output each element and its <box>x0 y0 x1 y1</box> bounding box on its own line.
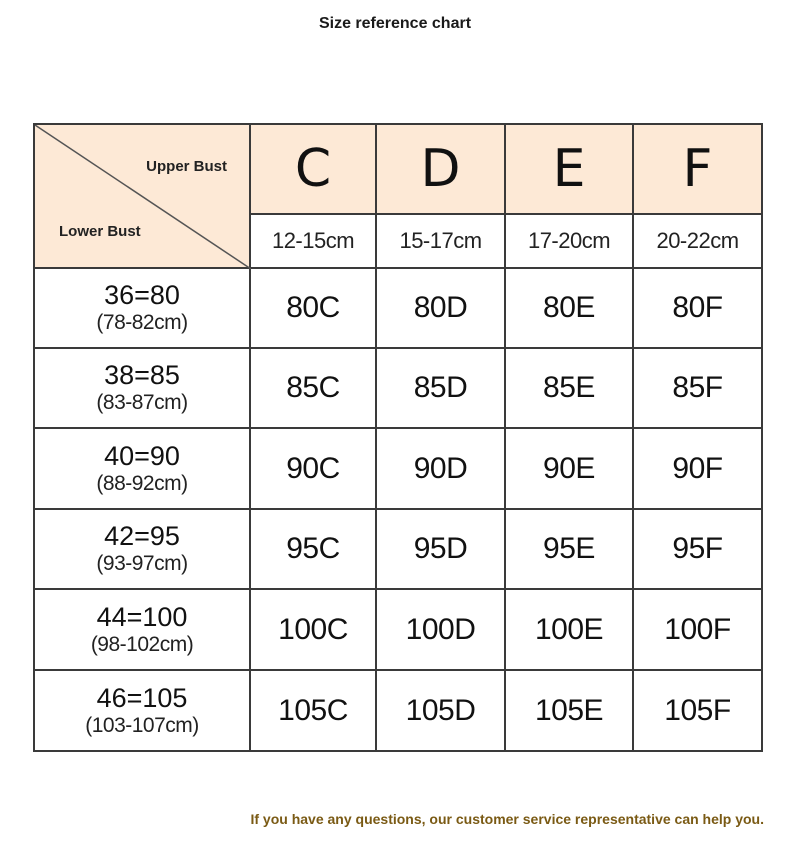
cup-header-d: D <box>376 124 505 214</box>
footer-note: If you have any questions, our customer service representative can help you. <box>250 811 764 827</box>
diagonal-divider <box>35 125 251 269</box>
cup-letter-row <box>34 124 762 214</box>
size-table <box>33 123 763 752</box>
band-cell <box>34 428 250 509</box>
band-size: 46=105 <box>96 682 188 713</box>
cup-range-e: 17-20cm <box>505 214 633 268</box>
band-range: (103-107cm) <box>85 713 199 737</box>
cup-header-c: C <box>250 124 376 214</box>
size-cell: 95E <box>505 509 633 589</box>
size-cell: 105F <box>633 670 762 751</box>
size-cell: 90E <box>505 428 633 509</box>
band-cell <box>34 268 250 348</box>
band-range: (88-92cm) <box>96 471 188 495</box>
band-size: 42=95 <box>104 521 180 551</box>
band-size: 44=100 <box>96 601 188 632</box>
size-cell: 90C <box>250 428 376 509</box>
band-cell <box>34 589 250 670</box>
cup-range-c: 12-15cm <box>250 214 376 268</box>
band-cell <box>34 509 250 589</box>
table-row <box>34 268 762 348</box>
size-cell: 105D <box>376 670 505 751</box>
band-range: (78-82cm) <box>96 311 188 334</box>
size-cell: 80C <box>250 268 376 348</box>
band-range: (93-97cm) <box>96 552 188 575</box>
band-size: 38=85 <box>104 360 180 390</box>
cup-range-d: 15-17cm <box>376 214 505 268</box>
band-range: (83-87cm) <box>96 391 188 414</box>
lower-bust-label: Lower Bust <box>59 223 141 240</box>
table-row <box>34 589 762 670</box>
size-cell: 100F <box>633 589 762 670</box>
band-range: (98-102cm) <box>90 632 194 656</box>
size-cell: 90D <box>376 428 505 509</box>
size-cell: 80F <box>633 268 762 348</box>
cup-header-e: E <box>505 124 633 214</box>
band-cell <box>34 348 250 428</box>
size-cell: 100D <box>376 589 505 670</box>
table-row <box>34 348 762 428</box>
band-size: 36=80 <box>104 280 180 310</box>
table-row <box>34 509 762 589</box>
size-cell: 105C <box>250 670 376 751</box>
size-cell: 100E <box>505 589 633 670</box>
size-cell: 95D <box>376 509 505 589</box>
table-row <box>34 670 762 751</box>
size-cell: 85F <box>633 348 762 428</box>
chart-title: Size reference chart <box>318 15 472 32</box>
size-cell: 95F <box>633 509 762 589</box>
size-cell: 90F <box>633 428 762 509</box>
cup-range-f: 20-22cm <box>633 214 762 268</box>
size-cell: 105E <box>505 670 633 751</box>
corner-header-cell <box>34 124 250 268</box>
cup-header-f: F <box>633 124 762 214</box>
size-cell: 85E <box>505 348 633 428</box>
table-row <box>34 428 762 509</box>
size-cell: 85C <box>250 348 376 428</box>
band-cell <box>34 670 250 751</box>
band-size: 40=90 <box>104 440 180 471</box>
size-cell: 80E <box>505 268 633 348</box>
size-cell: 100C <box>250 589 376 670</box>
size-cell: 80D <box>376 268 505 348</box>
upper-bust-label: Upper Bust <box>146 158 227 175</box>
size-cell: 85D <box>376 348 505 428</box>
size-cell: 95C <box>250 509 376 589</box>
